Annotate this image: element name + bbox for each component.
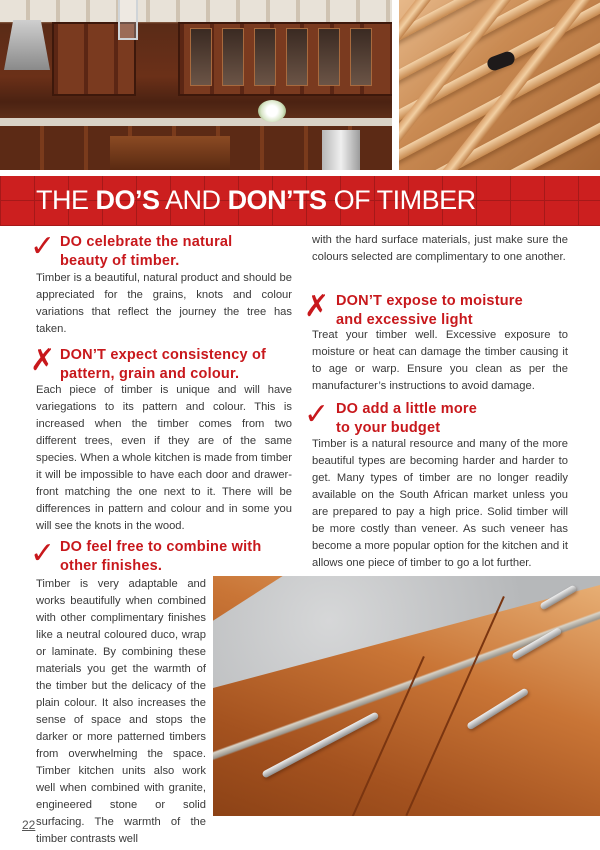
cross-icon: ✗ — [304, 289, 330, 324]
glass-door — [222, 28, 244, 86]
range-hood — [4, 20, 50, 70]
section-body-consistency: Each piece of timber is unique and will have variegations to its pattern and colour. This is increased when the timber comes from two different trees, even if they are of the same species. When a whole kitchen is made from timber it will be impossible to have each door and drawer-front matching the one next to it. There will be differences in pattern and colour and in some you will see the knots in the wood. — [36, 384, 292, 532]
section-body-budget: Timber is a natural resource and many of the more beautiful types are becoming harder and harder to get. Many types of timber are no longer readily available on the South African market unless you are prepared to pay a high price. Solid timber will be more costly than veneer. As such veneer has become a more popular option for the kitchen and it allows one piece of timber to go a lot further. — [312, 438, 568, 569]
pendant-lamp — [118, 0, 138, 40]
section-body-combine: Timber is very adaptable and works beautifully when combined with other complimentary finishes like a neutral coloured duco, wrap or laminate. By combining these materials you get the warmth of the timber but the delicacy of the plain colour. It also increases the sense of space and stops the darker or more patterned timbers from overwhelming the space. Timber kitchen units also work well when combined with granite, engineered stone or solid surfacing. The warmth of the timber contrasts well — [36, 578, 206, 845]
section-heading-moisture: DON’T expose to moisture and excessive light — [336, 293, 523, 328]
countertop — [0, 118, 392, 126]
cross-icon: ✗ — [30, 343, 56, 378]
glass-door — [254, 28, 276, 86]
wine-fridge — [322, 130, 360, 170]
section-body-celebrate: Timber is a beautiful, natural product and should be appreciated for the grains, knots and colour variations that reflect the journey the tree has taken. — [36, 272, 292, 335]
glass-door — [286, 28, 308, 86]
kitchen-photo — [0, 0, 392, 170]
section-heading-celebrate: DO celebrate the natural beauty of timber. — [60, 234, 233, 269]
page-title: THE DO’S AND DON’TS OF TIMBER — [36, 185, 476, 215]
tick-icon: ✓ — [30, 536, 56, 571]
wine-rack-photo — [399, 0, 600, 170]
tick-icon: ✓ — [30, 229, 56, 264]
section-heading-combine: DO feel free to combine with other finishes. — [60, 539, 262, 574]
section-heading-consistency: DON’T expect consistency of pattern, grain and colour. — [60, 347, 267, 382]
page-number: 22 — [22, 818, 36, 832]
tick-icon: ✓ — [304, 397, 330, 432]
glass-door — [318, 28, 340, 86]
title-banner — [0, 176, 600, 226]
glass-door — [190, 28, 212, 86]
section-body-moisture: Treat your timber well. Excessive exposure to moisture or heat can damage the timber causing it to age or warp. Ensure you clean as per the manufacturer’s instructions to avoid damage. — [312, 329, 568, 392]
glass-door — [350, 28, 372, 86]
flower-vase — [258, 100, 286, 122]
cabinet-handles-photo — [213, 576, 600, 816]
dining-table — [110, 136, 230, 170]
section-heading-budget: DO add a little more to your budget — [336, 401, 477, 436]
section-body-combine-continued: with the hard surface materials, just make sure the colours selected are complimentary to one another. — [312, 234, 568, 263]
ceiling-beams — [0, 0, 392, 22]
